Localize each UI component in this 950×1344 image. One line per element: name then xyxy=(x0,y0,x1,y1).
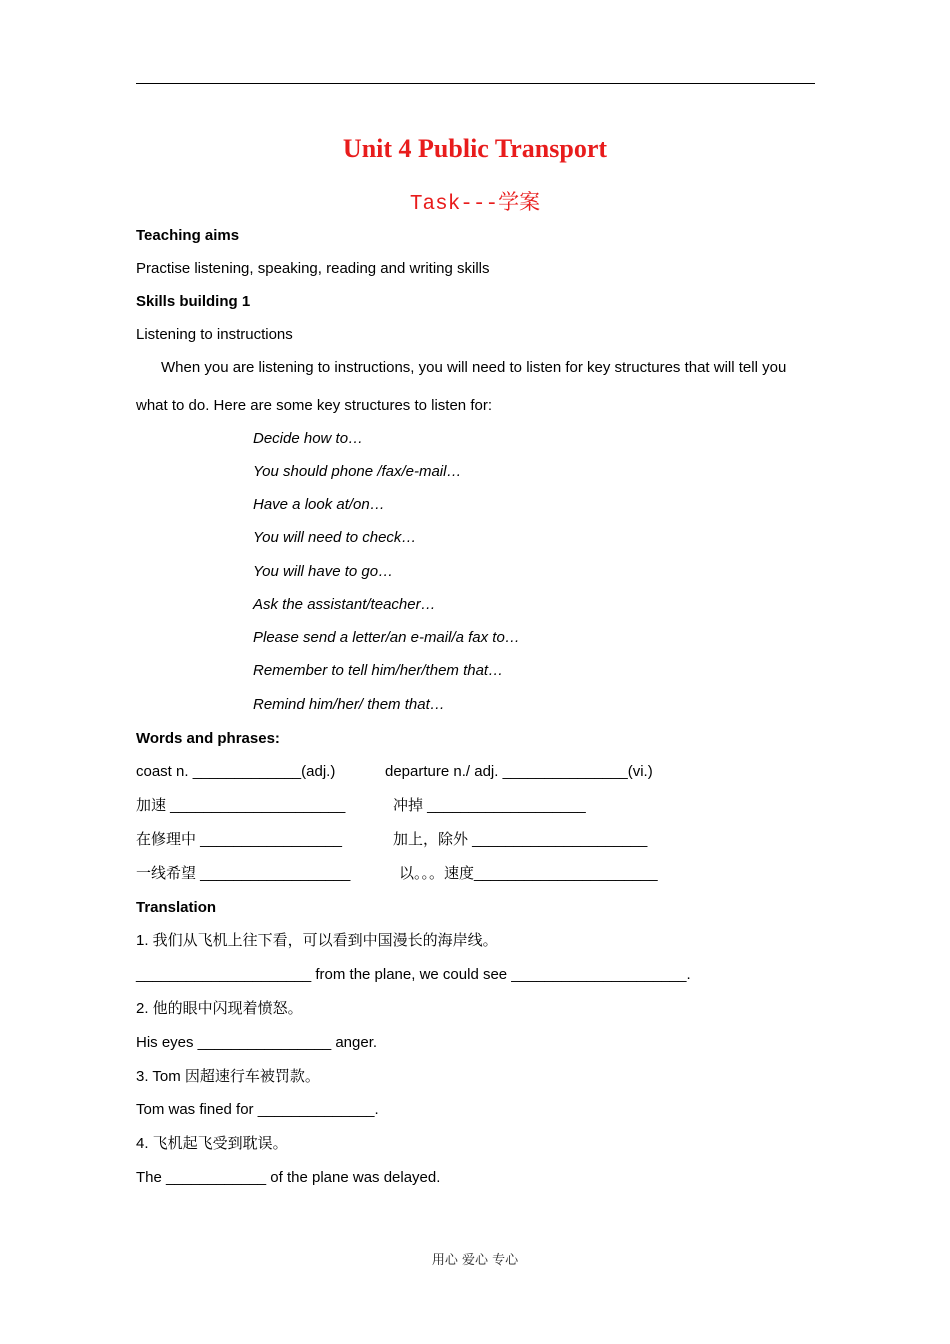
skills-subheading: Listening to instructions xyxy=(136,326,293,343)
translation-chinese: 3. Tom 因超速行车被罚款。 xyxy=(136,1068,320,1085)
teaching-aims-text: Practise listening, speaking, reading and writing skills xyxy=(136,260,490,277)
header-rule xyxy=(136,83,815,84)
word-right: 以。。。速度______________________ xyxy=(399,865,658,882)
structure-item: Have a look at/on… xyxy=(253,496,385,513)
word-right: 加上，除外 _____________________ xyxy=(393,831,648,848)
word-left: coast n. _____________(adj.) xyxy=(136,763,336,780)
page-footer: 用心 爱心 专心 xyxy=(431,1253,519,1268)
word-right: 冲掉 ___________________ xyxy=(393,797,586,814)
translation-chinese: 2. 他的眼中闪现着愤怒。 xyxy=(136,1000,303,1017)
words-heading: Words and phrases: xyxy=(136,730,280,747)
translation-chinese: 1. 我们从飞机上往下看，可以看到中国漫长的海岸线。 xyxy=(136,932,498,949)
structure-item: Remember to tell him/her/them that… xyxy=(253,662,504,679)
translation-english: _____________________ from the plane, we could see _____________________. xyxy=(136,966,691,983)
translation-english: The ____________ of the plane was delayed. xyxy=(136,1169,441,1186)
structure-item: Ask the assistant/teacher… xyxy=(253,596,436,613)
translation-heading: Translation xyxy=(136,899,217,916)
structure-item: Remind him/her/ them that… xyxy=(253,696,445,713)
structure-item: You should phone /fax/e-mail… xyxy=(253,463,462,480)
translation-chinese: 4. 飞机起飞受到耽误。 xyxy=(136,1135,288,1152)
skills-paragraph-line2: what to do. Here are some key structures to listen for: xyxy=(136,397,492,414)
translation-english: Tom was fined for ______________. xyxy=(136,1101,379,1118)
word-left: 在修理中 _________________ xyxy=(136,831,342,848)
skills-paragraph-line1: When you are listening to instructions, you will need to listen for key structures that will tell you xyxy=(161,359,787,376)
structure-item: Please send a letter/an e-mail/a fax to… xyxy=(253,629,520,646)
structure-item: Decide how to… xyxy=(253,430,364,447)
skills-heading: Skills building 1 xyxy=(136,293,251,310)
word-left: 加速 _____________________ xyxy=(136,797,346,814)
page-title: Unit 4 Public Transport xyxy=(342,134,608,163)
structure-item: You will have to go… xyxy=(253,563,394,580)
translation-english: His eyes ________________ anger. xyxy=(136,1034,378,1051)
word-right: departure n./ adj. _______________(vi.) xyxy=(385,763,653,780)
word-left: 一线希望 __________________ xyxy=(136,865,351,882)
teaching-aims-heading: Teaching aims xyxy=(136,227,240,244)
page-subtitle: Task---学案 xyxy=(409,193,541,216)
structure-item: You will need to check… xyxy=(253,529,417,546)
